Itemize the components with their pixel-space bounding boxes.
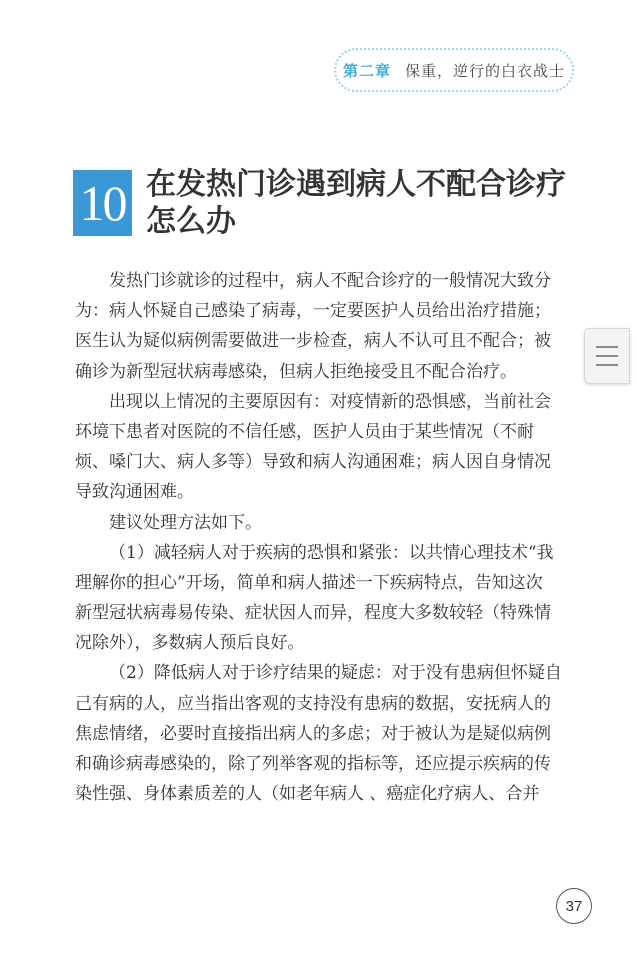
paragraph-line: 导致沟通困难。	[75, 482, 194, 503]
paragraph-line: 为：病人怀疑自己感染了病毒，一定要医护人员给出治疗措施；	[75, 301, 551, 322]
paragraph-line: 和确诊病毒感染的，除了列举客观的指标等，还应提示疾病的传	[75, 754, 551, 774]
paragraph-line: 建议处理方法如下。	[109, 512, 262, 533]
paragraph-line: 焦虑情绪，必要时直接指出病人的多虑；对于被认为是疑似病例	[75, 723, 551, 744]
hamburger-menu-button[interactable]	[584, 328, 630, 384]
paragraph-line: 染性强、身体素质差的人（如老年病人 、癌症化疗病人、合并	[75, 784, 540, 805]
paragraph-line: 出现以上情况的主要原因有：对疫情新的恐惧感，当前社会	[109, 391, 551, 412]
paragraph-line: 环境下患者对医院的不信任感，医护人员由于某些情况（不耐	[75, 421, 534, 442]
paragraph-line: 新型冠状病毒易传染、症状因人而异，程度大多数较轻（特殊情	[75, 603, 551, 624]
paragraph-line: 确诊为新型冠状病毒感染，但病人拒绝接受且不配合治疗。	[75, 361, 517, 382]
paragraph-line: （2）降低病人对于诊疗结果的疑虑：对于没有患病但怀疑自	[109, 663, 562, 684]
hamburger-menu-icon	[596, 364, 618, 366]
body-text	[75, 266, 575, 809]
section-title	[146, 166, 586, 240]
chapter-number: 第二章	[342, 61, 391, 80]
chapter-title: 保重，逆行的白衣战士	[405, 61, 566, 80]
paragraph-line: 况除外），多数病人预后良好。	[75, 633, 305, 654]
section-title-line: 在发热门诊遇到病人不配合诊疗	[146, 167, 566, 202]
paragraph-line: 发热门诊就诊的过程中，病人不配合诊疗的一般情况大致分	[109, 271, 551, 291]
paragraph-line: 己有病的人，应当指出客观的支持没有患病的数据，安抚病人的	[75, 693, 551, 714]
hamburger-menu-icon	[596, 355, 618, 357]
section-number-badge: 10	[73, 170, 132, 236]
paragraph-line: 理解你的担心”开场，简单和病人描述一下疾病特点，告知这次	[75, 572, 543, 593]
hamburger-menu-icon	[596, 346, 618, 348]
paragraph-line: 医生认为疑似病例需要做进一步检查，病人不认可且不配合；被	[75, 331, 551, 352]
section-title-line: 怎么办	[146, 204, 236, 239]
page-number: 37	[556, 888, 592, 924]
paragraph-line: （1）减轻病人对于疾病的恐惧和紧张：以共情心理技术“我	[109, 542, 554, 563]
paragraph-line: 烦、嗓门大、病人多等）导致和病人沟通困难；病人因自身情况	[75, 452, 551, 473]
chapter-header	[334, 48, 574, 92]
